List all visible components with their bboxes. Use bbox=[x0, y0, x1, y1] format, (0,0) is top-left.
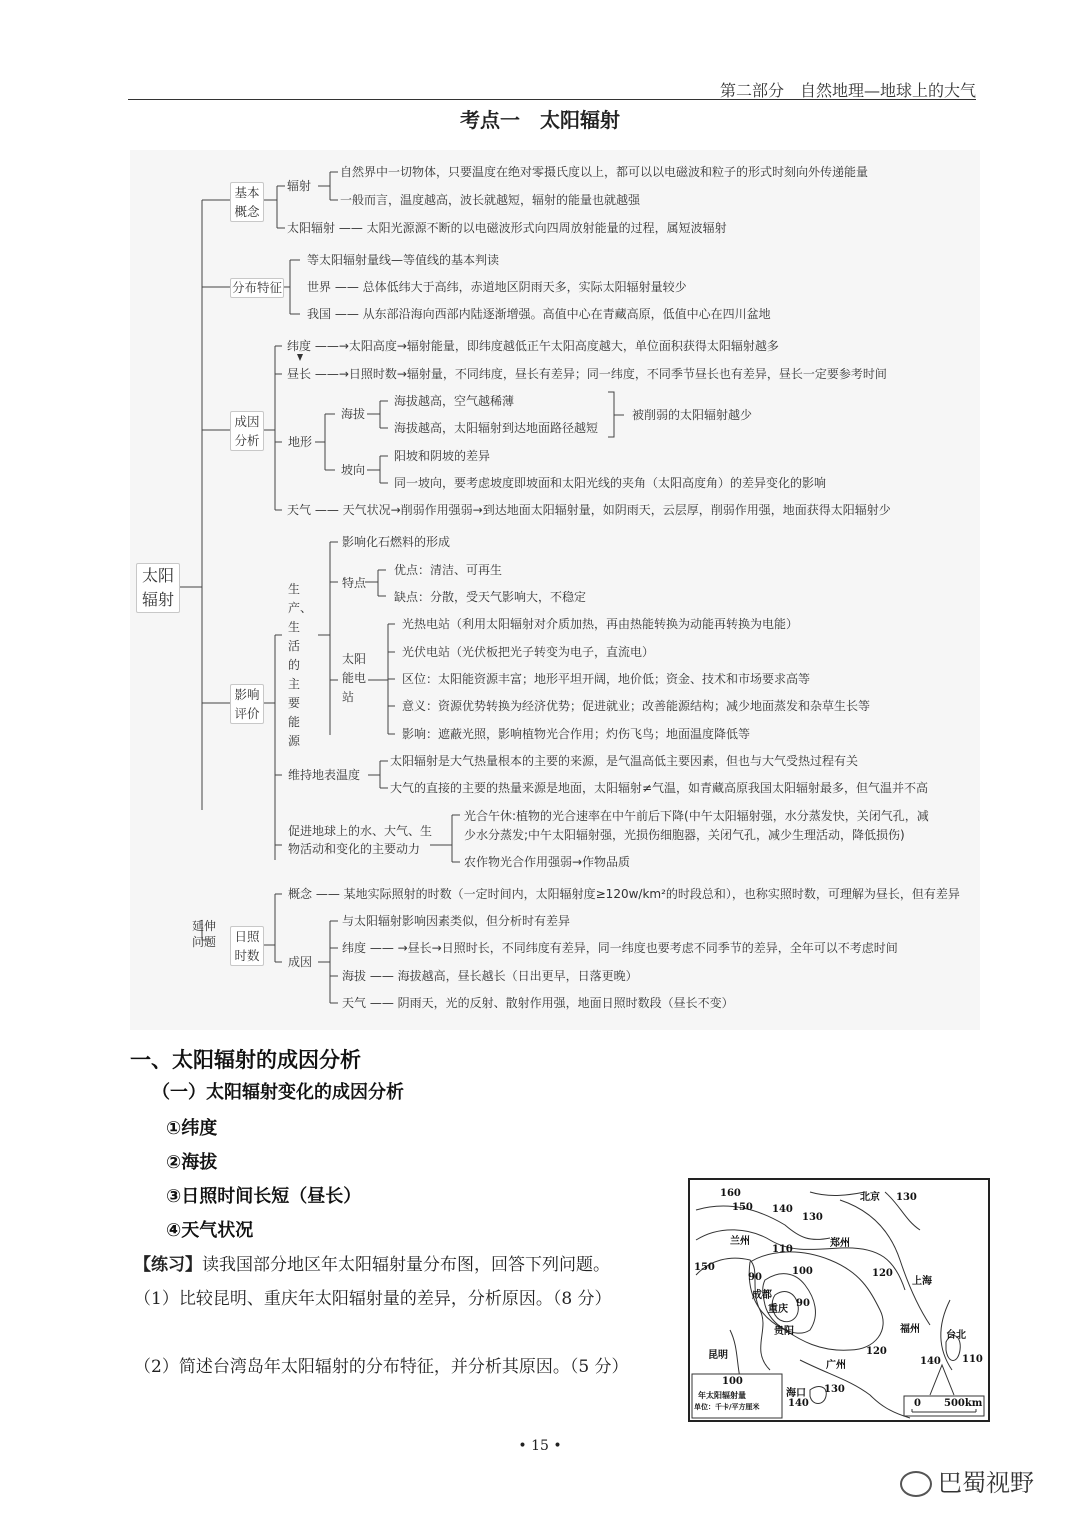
contour-label: 90 bbox=[796, 1298, 810, 1309]
city-label: 成都 bbox=[752, 1290, 772, 1301]
contour-label: 140 bbox=[788, 1398, 809, 1409]
text-disadvantage: 缺点：分散，受天气影响大，不稳定 bbox=[394, 590, 587, 604]
node-basic-concept: 基本概念 bbox=[230, 182, 264, 222]
text-altitude-result: 被削弱的太阳辐射越少 bbox=[632, 408, 753, 422]
text-aspect-2: 同一坡向，要考虑坡度即坡面和太阳光线的夹角（太阳高度角）的差异变化的影响 bbox=[394, 476, 827, 490]
exercise-tag: 【练习】 bbox=[134, 1255, 202, 1275]
text-sunshine-c2: 海拔 —— 海拔越高，昼长越长（日出更早，日落更晚） bbox=[342, 969, 638, 983]
node-sunshine: 日照时数 bbox=[230, 926, 264, 966]
text-station-3: 区位：太阳能资源丰富；地形平坦开阔，地价低；资金、技术和市场要求高等 bbox=[402, 672, 811, 686]
text-sunshine-c1: 纬度 —— →昼长→日照时长，不同纬度有差异，同一纬度也要考虑不同季节的差异，全年可以不考虑时间 bbox=[342, 941, 898, 955]
page-title: 考点一 太阳辐射 bbox=[460, 108, 620, 132]
contour-label: 110 bbox=[962, 1354, 983, 1365]
text-cause-latitude: 纬度 ——→太阳高度→辐射能量，即纬度越低正午太阳高度越大，单位面积获得太阳辐射越多 bbox=[287, 339, 779, 353]
node-distribution: 分布特征 bbox=[230, 278, 284, 298]
label-altitude: 海拔 bbox=[341, 407, 366, 421]
city-label: 重庆 bbox=[768, 1304, 788, 1315]
city-label: 海口 bbox=[786, 1388, 806, 1399]
contour-label: 150 bbox=[694, 1262, 715, 1273]
text-noon-2: 少水分蒸发;中午太阳辐射强，光损伤细胞器，关闭气孔，减少生理活动，降低损伤) bbox=[464, 828, 905, 842]
page-number: • 15 • bbox=[518, 1438, 562, 1454]
text-radiation-def2: 一般而言，温度越高，波长就越短，辐射的能量也就越强 bbox=[340, 193, 641, 207]
exercise-intro: 读我国部分地区年太阳辐射量分布图，回答下列问题。 bbox=[202, 1255, 610, 1275]
text-cause-weather: 天气 —— 天气状况→削弱作用强弱→到达地面太阳辐射量，如阴雨天，云层厚，削弱作用强，地面获得太阳辐射少 bbox=[287, 503, 891, 517]
root-node: 太阳辐射 bbox=[136, 563, 180, 613]
label-aspect: 坡向 bbox=[341, 463, 366, 477]
city-label: 昆明 bbox=[708, 1350, 728, 1361]
city-label: 北京 bbox=[860, 1192, 880, 1203]
cause-item-2: ②海拔 bbox=[166, 1152, 218, 1173]
label-extension: 延伸问题 bbox=[192, 919, 217, 949]
text-station-4: 意义：资源优势转换为经济优势；促进就业；改善能源结构；减少地面蒸发和杂草生长等 bbox=[402, 699, 871, 713]
text-noon-1: 光合午休:植物的光合速率在中午前后下降(中午太阳辐射强，水分蒸发快，关闭气孔，减 bbox=[464, 809, 929, 823]
subsection-heading: （一）太阳辐射变化的成因分析 bbox=[152, 1082, 404, 1103]
cause-item-4: ④天气状况 bbox=[166, 1220, 254, 1241]
scale-bar-label: 500km bbox=[944, 1398, 983, 1409]
text-radiation-def1: 自然界中一切物体，只要温度在绝对零摄氏度以上，都可以以电磁波和粒子的形式时刻向外传递能量 bbox=[340, 165, 869, 179]
text-aspect-1: 阳坡和阴坡的差异 bbox=[394, 449, 491, 463]
contour-label: 140 bbox=[920, 1356, 941, 1367]
label-feature: 特点 bbox=[342, 576, 367, 590]
contour-label: 120 bbox=[866, 1346, 887, 1357]
text-fossil: 影响化石燃料的形成 bbox=[342, 535, 451, 549]
mind-map bbox=[130, 150, 980, 1030]
label-cycle: 促进地球上的水、大气、生 bbox=[288, 824, 433, 838]
contour-label: 140 bbox=[772, 1204, 793, 1215]
text-world: 世界 —— 总体低纬大于高纬，赤道地区阴雨天多，实际太阳辐射量较少 bbox=[307, 280, 687, 294]
solar-radiation-map bbox=[688, 1178, 990, 1422]
label-sunshine-cause: 成因 bbox=[288, 955, 313, 969]
label-cycle-b: 物活动和变化的主要动力 bbox=[288, 842, 421, 856]
question-2: （2）简述台湾岛年太阳辐射的分布特征，并分析其原因。（5 分） bbox=[134, 1357, 629, 1377]
contour-label: 130 bbox=[896, 1192, 917, 1203]
text-sunshine-concept: 概念 —— 某地实际照射的时数（一定时间内，太阳辐射度≥120w/km²的时段总和），也称实照时数，可理解为昼长，但有差异 bbox=[288, 887, 960, 901]
text-temp-2: 大气的直接的主要的热量来源是地面，太阳辐射≠气温，如青藏高原我国太阳辐射最多，但气温并不高 bbox=[390, 781, 929, 795]
cause-item-1: ①纬度 bbox=[166, 1118, 218, 1139]
text-isoline: 等太阳辐射量线—等值线的基本判读 bbox=[307, 253, 500, 267]
text-station-1: 光热电站（利用太阳辐射对介质加热，再由热能转换为动能再转换为电能） bbox=[402, 617, 799, 631]
legend-unit: 单位：千卡/平方厘米 bbox=[694, 1403, 760, 1411]
contour-label: 120 bbox=[872, 1268, 893, 1279]
cause-item-3: ③日照时间长短（昼长） bbox=[166, 1186, 362, 1207]
exercise-intro-line bbox=[134, 1250, 610, 1275]
text-sunshine-c0: 与太阳辐射影响因素类似，但分析时有差异 bbox=[342, 914, 571, 928]
label-terrain: 地形 bbox=[288, 435, 313, 449]
contour-label: 130 bbox=[802, 1212, 823, 1223]
text-china: 我国 —— 从东部沿海向西部内陆逐渐增强。高值中心在青藏高原，低值中心在四川盆地 bbox=[307, 307, 771, 321]
wechat-icon bbox=[900, 1471, 932, 1497]
node-cause: 成因分析 bbox=[230, 411, 264, 451]
label-maintain-temp: 维持地表温度 bbox=[288, 768, 361, 782]
question-1: （1）比较昆明、重庆年太阳辐射量的差异，分析原因。（8 分） bbox=[134, 1289, 612, 1309]
watermark bbox=[900, 1463, 1034, 1498]
city-label: 福州 bbox=[900, 1324, 920, 1335]
contour-label: 90 bbox=[748, 1272, 762, 1283]
text-crop: 农作物光合作用强弱→作物品质 bbox=[464, 855, 631, 869]
page-header: 第二部分 自然地理—地球上的大气 bbox=[719, 81, 976, 100]
section-heading: 一、太阳辐射的成因分析 bbox=[130, 1048, 361, 1072]
watermark-text: 巴蜀视野 bbox=[938, 1469, 1034, 1497]
node-impact: 影响评价 bbox=[230, 684, 264, 724]
contour-label: 110 bbox=[772, 1244, 793, 1255]
city-label: 广州 bbox=[826, 1360, 846, 1371]
text-solar-radiation-def: 太阳辐射 —— 太阳光源源不断的以电磁波形式向四周放射能量的过程，属短波辐射 bbox=[287, 221, 727, 235]
city-label: 贵阳 bbox=[774, 1326, 794, 1337]
text-station-5: 影响：遮蔽光照，影响植物光合作用；灼伤飞鸟；地面温度降低等 bbox=[402, 727, 751, 741]
text-altitude-1: 海拔越高，空气越稀薄 bbox=[394, 394, 515, 408]
text-cause-daylength: 昼长 ——→日照时数→辐射量，不同纬度，昼长有差异；同一纬度，不同季节昼长也有差异，昼长一定要参考时间 bbox=[287, 367, 887, 381]
text-advantage: 优点：清洁、可再生 bbox=[394, 563, 503, 577]
city-label: 台北 bbox=[946, 1330, 966, 1341]
city-label: 上海 bbox=[912, 1276, 932, 1287]
contour-label: 130 bbox=[824, 1384, 845, 1395]
contour-label: 100 bbox=[792, 1266, 813, 1277]
text-sunshine-c3: 天气 —— 阴雨天，光的反射、散射作用强，地面日照时数段（昼长不变） bbox=[342, 996, 734, 1010]
city-label: 郑州 bbox=[830, 1238, 850, 1249]
city-label: 兰州 bbox=[730, 1236, 750, 1247]
header-rule bbox=[128, 99, 976, 100]
label-solar-station: 太阳能电站 bbox=[342, 652, 367, 704]
legend-value: 100 bbox=[722, 1376, 743, 1387]
label-energy: 生产、生活的主要能源 bbox=[288, 582, 313, 748]
text-altitude-2: 海拔越高，太阳辐射到达地面路径越短 bbox=[394, 421, 599, 435]
text-temp-1: 太阳辐射是大气热量根本的主要的来源，是气温高低主要因素，但也与大气受热过程有关 bbox=[390, 754, 859, 768]
scale-zero: 0 bbox=[914, 1398, 921, 1409]
legend-text: 年太阳辐射量 bbox=[698, 1391, 746, 1400]
contour-label: 150 bbox=[732, 1202, 753, 1213]
label-radiation: 辐射 bbox=[287, 179, 312, 193]
text-station-2: 光伏电站（光伏板把光子转变为电子，直流电） bbox=[402, 645, 655, 659]
contour-label: 160 bbox=[720, 1188, 741, 1199]
